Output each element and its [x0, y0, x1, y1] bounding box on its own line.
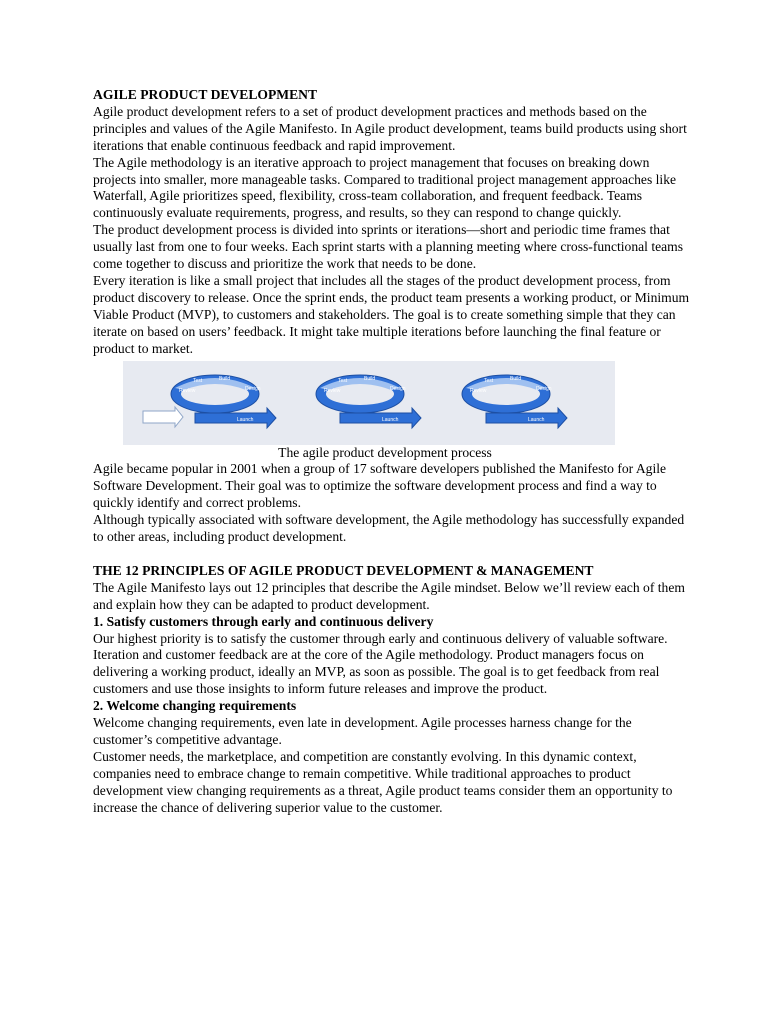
paragraph: Our highest priority is to satisfy the customer through early and continuous delivery of valuable software. [93, 630, 668, 646]
paragraph: Welcome changing requirements, even late in development. Agile processes harness change for the customer’s competitive advantage. [93, 715, 632, 747]
cycle-label: Test [484, 377, 494, 384]
cycle-label: Design [536, 385, 552, 392]
paragraph: Agile became popular in 2001 when a group of 17 software developers published the Manifesto for Agile Software Development. Their goal was to optimize the software development process and find a way to quickly identify and correct problems. [93, 461, 667, 511]
launch-label: Launch [382, 416, 399, 423]
cycle-label: Test [193, 377, 203, 384]
paragraph: The product development process is divided into sprints or iterations—short and periodic time frames that usually last from one to four weeks. Each sprint starts with a planning meeting where cross-functional teams come together to discuss and prioritize the work that needs to be done. [93, 222, 684, 272]
cycle-label: Review [179, 387, 196, 394]
agile-process-diagram [123, 361, 615, 445]
cycle-label: Test [338, 377, 348, 384]
paragraph: The Agile Manifesto lays out 12 principles that describe the Agile mindset. Below we’ll review each of them and explain how they can be adapted to product development. [93, 579, 685, 612]
principle-title-1: 1. Satisfy customers through early and continuous delivery [93, 613, 434, 629]
principle-title-2: 2. Welcome changing requirements [93, 698, 297, 714]
cycle-label: Build [364, 375, 376, 382]
spacer [93, 546, 693, 563]
cycle-label: Design [245, 385, 261, 392]
paragraph: Although typically associated with software development, the Agile methodology has successfully expanded to other areas, including product development. [93, 512, 685, 545]
paragraph: Customer needs, the marketplace, and competition are constantly evolving. In this dynamic context, companies need to embrace change to remain competitive. While traditional approaches to product development view changing requirements as a threat, Agile product teams consider them an opportunity to increase the chance of delivering superior value to the customer. [93, 748, 673, 815]
launch-label: Launch [237, 416, 254, 423]
figure-caption: The agile product development process [278, 444, 492, 460]
launch-label: Launch [528, 416, 545, 423]
paragraph: Iteration and customer feedback are at the core of the Agile methodology. Product managers focus on delivering a working product, ideally an MVP, as soon as possible. The goal is to get feedback from real customers and use those insights to inform future releases and improve the product. [93, 647, 660, 697]
cycle-label: Review [324, 387, 341, 394]
paragraph: Every iteration is like a small project that includes all the stages of the product development process, from product discovery to release. Once the sprint ends, the product team presents a working product, or Minimum Viable Product (MVP), to customers and stakeholders. The goal is to create something simple that they can iterate on based on users’ feedback. It might take multiple iterations before launching the final feature or product to market. [93, 272, 690, 356]
cycle-label: Build [510, 375, 522, 382]
cycle-label: Review [470, 387, 487, 394]
section-heading-12-principles: THE 12 PRINCIPLES OF AGILE PRODUCT DEVELOPMENT & MANAGEMENT [93, 562, 594, 578]
document-body [93, 87, 693, 817]
cycle-label: Design [390, 385, 406, 392]
cycle-label: Build [219, 375, 231, 382]
entry-arrow [143, 407, 183, 427]
paragraph: Agile product development refers to a set of product development practices and methods based on the principles and values of the Agile Manifesto. In Agile product development, teams build products using short iterations that enable continuous feedback and rapid improvement. [93, 103, 687, 153]
paragraph: The Agile methodology is an iterative approach to project management that focuses on breaking down projects into smaller, more manageable tasks. Compared to traditional project management approaches like Waterfall, Agile prioritizes speed, flexibility, cross-team collaboration, and frequent feedback. Teams continuously evaluate requirements, progress, and results, so they can respond to change quickly. [93, 154, 677, 221]
agile-process-figure [123, 361, 615, 445]
section-heading-agile-product-development: AGILE PRODUCT DEVELOPMENT [93, 87, 318, 102]
